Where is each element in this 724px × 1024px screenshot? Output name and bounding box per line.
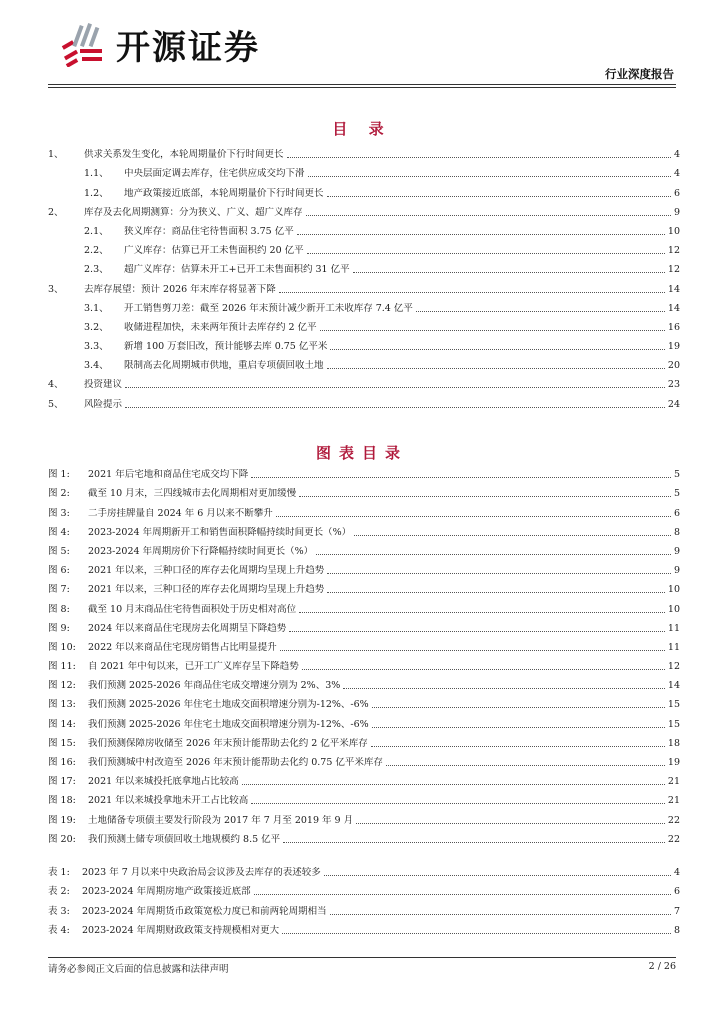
dot-leader xyxy=(316,554,671,555)
entry-title: 开工销售剪刀差：截至 2026 年末预计减少新开工未收库存 7.4 亿平 xyxy=(124,302,413,314)
figure-entry[interactable] xyxy=(48,692,680,711)
dot-leader xyxy=(320,330,665,331)
entry-page-number: 6 xyxy=(673,507,680,519)
entry-title: 去库存展望：预计 2026 年末库存将显著下降 xyxy=(84,283,276,295)
dot-leader xyxy=(354,535,671,536)
dot-leader xyxy=(372,707,665,708)
entry-number: 图 14: xyxy=(48,718,76,730)
entry-title: 2021 年以来，三种口径的库存去化周期均呈现上升趋势 xyxy=(88,565,325,577)
figure-entry[interactable] xyxy=(48,481,680,500)
dot-leader xyxy=(242,784,665,785)
entry-number: 3、 xyxy=(48,283,64,295)
entry-number: 表 4: xyxy=(48,924,70,936)
entry-page-number: 9 xyxy=(673,206,680,218)
entry-page-number: 14 xyxy=(667,283,680,295)
entry-page-number: 21 xyxy=(667,795,680,807)
entry-title: 2023-2024 年周期房价下行降幅持续时间更长（%） xyxy=(88,545,314,557)
entry-number: 3.4、 xyxy=(84,360,109,372)
entry-number: 图 15: xyxy=(48,737,76,749)
entry-number: 图 7: xyxy=(48,584,70,596)
toc-entry[interactable] xyxy=(48,372,680,391)
dot-leader xyxy=(299,612,665,613)
figure-entry[interactable] xyxy=(48,750,680,769)
entry-number: 图 2: xyxy=(48,488,70,500)
entry-page-number: 12 xyxy=(667,661,680,673)
dot-leader xyxy=(125,387,665,388)
entry-title: 广义库存：估算已开工未售面积约 20 亿平 xyxy=(124,245,304,257)
figure-entry[interactable] xyxy=(48,558,680,577)
entry-number: 图 20: xyxy=(48,833,76,845)
entry-number: 2.2、 xyxy=(84,245,109,257)
footer-divider xyxy=(48,957,676,958)
figure-entry[interactable] xyxy=(48,731,680,750)
entry-title: 地产政策接近底部，本轮周期量价下行时间更长 xyxy=(124,187,324,199)
toc-title: 目 录 xyxy=(332,120,392,138)
entry-page-number: 10 xyxy=(667,225,680,237)
footer-disclaimer: 请务必参阅正文后面的信息披露和法律声明 xyxy=(48,964,229,975)
page-number: 2 / 26 xyxy=(648,961,676,972)
entry-page-number: 7 xyxy=(673,905,680,917)
entry-page-number: 22 xyxy=(667,814,680,826)
entry-number: 图 9: xyxy=(48,622,70,634)
entry-title: 风险提示 xyxy=(84,398,123,410)
entry-number: 图 16: xyxy=(48,757,76,768)
dot-leader xyxy=(287,157,671,158)
entry-title: 自 2021 年中旬以来，已开工广义库存呈下降趋势 xyxy=(88,661,299,673)
toc-entry[interactable] xyxy=(48,219,680,238)
dot-leader xyxy=(343,688,665,689)
entry-title: 截至 10 月末商品住宅待售面积处于历史相对高位 xyxy=(88,603,297,615)
entry-number: 图 13: xyxy=(48,699,76,711)
entry-title: 投资建议 xyxy=(84,379,123,391)
toc-entry[interactable] xyxy=(48,353,680,372)
dot-leader xyxy=(330,914,671,915)
toc-list xyxy=(48,142,680,411)
logo-text: 开源证券 xyxy=(116,27,260,68)
figure-entry[interactable] xyxy=(48,673,680,692)
entry-number: 图 17: xyxy=(48,776,76,788)
dot-leader xyxy=(327,592,665,593)
toc-entry[interactable] xyxy=(48,142,680,161)
entry-title: 土地储备专项债主要发行阶段为 2017 年 7 月至 2019 年 9 月 xyxy=(88,814,354,826)
entry-page-number: 14 xyxy=(667,302,680,314)
entry-page-number: 24 xyxy=(667,398,680,410)
dot-leader xyxy=(386,765,665,766)
entry-number: 表 1: xyxy=(48,867,70,879)
entry-number: 4、 xyxy=(48,379,64,391)
figure-list xyxy=(48,462,680,846)
entry-page-number: 9 xyxy=(673,565,680,577)
entry-title: 2021 年后宅地和商品住宅成交均下降 xyxy=(88,469,249,481)
entry-page-number: 6 xyxy=(673,886,680,898)
entry-page-number: 4 xyxy=(673,168,680,180)
entry-page-number: 14 xyxy=(667,680,680,692)
entry-page-number: 12 xyxy=(667,245,680,257)
entry-title: 我们预测 2025-2026 年商品住宅成交增速分别为 2%、3% xyxy=(88,680,341,692)
entry-title: 中央层面定调去库存，住宅供应成交均下滑 xyxy=(124,168,305,180)
dot-leader xyxy=(327,573,671,574)
entry-page-number: 19 xyxy=(667,757,680,768)
entry-title: 收储进程加快，未来两年预计去库存约 2 亿平 xyxy=(124,321,317,333)
entry-number: 图 19: xyxy=(48,814,76,826)
figure-entry[interactable] xyxy=(48,827,680,846)
logo-mark-icon xyxy=(60,21,108,67)
dot-leader xyxy=(299,496,671,497)
entry-number: 图 10: xyxy=(48,641,76,653)
toc-entry[interactable] xyxy=(48,391,680,410)
entry-page-number: 8 xyxy=(673,526,680,538)
entry-number: 图 12: xyxy=(48,680,76,692)
figure-entry[interactable] xyxy=(48,711,680,730)
figure-entry[interactable] xyxy=(48,539,680,558)
entry-page-number: 19 xyxy=(667,341,680,353)
toc-entry[interactable] xyxy=(48,315,680,334)
table-entry[interactable] xyxy=(48,860,680,879)
dot-leader xyxy=(308,176,671,177)
dot-leader xyxy=(327,368,665,369)
entry-page-number: 15 xyxy=(667,718,680,730)
entry-page-number: 5 xyxy=(673,469,680,481)
entry-page-number: 21 xyxy=(667,776,680,788)
toc-entry[interactable] xyxy=(48,200,680,219)
entry-number: 图 18: xyxy=(48,795,76,807)
entry-page-number: 4 xyxy=(673,149,680,161)
toc-entry[interactable] xyxy=(48,334,680,353)
dot-leader xyxy=(251,477,671,478)
entry-number: 1、 xyxy=(48,149,64,161)
entry-number: 2、 xyxy=(48,206,64,218)
entry-title: 新增 100 万套旧改，预计能够去库 0.75 亿平米 xyxy=(124,341,328,353)
dot-leader xyxy=(289,631,665,632)
entry-number: 图 4: xyxy=(48,526,70,538)
entry-page-number: 10 xyxy=(667,603,680,615)
entry-page-number: 15 xyxy=(667,699,680,711)
entry-title: 我们预测土储专项债回收土地规模约 8.5 亿平 xyxy=(88,833,281,845)
entry-title: 2021 年以来城投托底拿地占比较高 xyxy=(88,776,239,788)
entry-page-number: 11 xyxy=(667,622,680,634)
entry-title: 截至 10 月末，三四线城市去化周期相对更加缓慢 xyxy=(88,488,297,500)
entry-title: 2023-2024 年周期货币政策宽松力度已和前两轮周期相当 xyxy=(82,905,327,917)
table-entry[interactable] xyxy=(48,879,680,898)
figure-list-title: 图表目录 xyxy=(315,444,408,462)
entry-title: 狭义库存：商品住宅待售面积 3.75 亿平 xyxy=(124,225,294,237)
figure-entry[interactable] xyxy=(48,577,680,596)
company-logo xyxy=(60,20,260,68)
entry-number: 图 8: xyxy=(48,603,70,615)
entry-number: 3.2、 xyxy=(84,321,109,333)
entry-title: 2022 年以来商品住宅现房销售占比明显提升 xyxy=(88,641,277,653)
dot-leader xyxy=(371,746,665,747)
entry-number: 图 11: xyxy=(48,661,76,673)
toc-entry[interactable] xyxy=(48,257,680,276)
figure-entry[interactable] xyxy=(48,520,680,539)
entry-page-number: 9 xyxy=(673,545,680,557)
entry-number: 3.1、 xyxy=(84,302,109,314)
dot-leader xyxy=(251,803,665,804)
entry-title: 限制高去化周期城市供地，重启专项债回收土地 xyxy=(124,360,324,372)
report-type-label: 行业深度报告 xyxy=(605,67,674,81)
entry-page-number: 4 xyxy=(673,867,680,879)
toc-entry[interactable] xyxy=(48,238,680,257)
entry-number: 1.1、 xyxy=(84,168,109,180)
entry-page-number: 20 xyxy=(667,360,680,372)
dot-leader xyxy=(306,215,671,216)
figure-entry[interactable] xyxy=(48,788,680,807)
figure-entry[interactable] xyxy=(48,807,680,826)
figure-entry[interactable] xyxy=(48,635,680,654)
entry-page-number: 23 xyxy=(667,379,680,391)
figure-entry[interactable] xyxy=(48,462,680,481)
dot-leader xyxy=(330,349,665,350)
entry-title: 我们预测城中村改造至 2026 年末预计能帮助去化约 0.75 亿平米库存 xyxy=(88,757,383,768)
entry-number: 2.1、 xyxy=(84,225,109,237)
entry-title: 我们预测 2025-2026 年住宅土地成交面积增速分别为-12%、-6% xyxy=(88,699,369,711)
table-entry[interactable] xyxy=(48,918,680,937)
entry-page-number: 12 xyxy=(667,264,680,276)
toc-entry[interactable] xyxy=(48,296,680,315)
toc-entry[interactable] xyxy=(48,276,680,295)
figure-entry[interactable] xyxy=(48,769,680,788)
dot-leader xyxy=(302,669,665,670)
entry-title: 2024 年以来商品住宅现房去化周期呈下降趋势 xyxy=(88,622,287,634)
dot-leader xyxy=(254,894,671,895)
entry-page-number: 22 xyxy=(667,833,680,845)
dot-leader xyxy=(356,823,665,824)
page-header xyxy=(0,0,724,90)
dot-leader xyxy=(283,842,665,843)
entry-title: 2023-2024 年周期财政政策支持规模相对更大 xyxy=(82,924,280,936)
dot-leader xyxy=(416,311,665,312)
entry-title: 超广义库存：估算未开工+已开工未售面积约 31 亿平 xyxy=(124,264,350,276)
entry-number: 2.3、 xyxy=(84,264,109,276)
entry-title: 2021 年以来，三种口径的库存去化周期均呈现上升趋势 xyxy=(88,584,325,596)
entry-number: 3.3、 xyxy=(84,341,109,353)
figure-entry[interactable] xyxy=(48,616,680,635)
table-list xyxy=(48,860,680,937)
entry-title: 2023 年 7 月以来中央政治局会议涉及去库存的表述较多 xyxy=(82,867,321,879)
entry-title: 我们预测保障房收储至 2026 年末预计能帮助去化约 2 亿平米库存 xyxy=(88,737,368,749)
entry-page-number: 8 xyxy=(673,924,680,936)
entry-title: 库存及去化周期测算：分为狭义、广义、超广义库存 xyxy=(84,206,303,218)
dot-leader xyxy=(279,292,665,293)
entry-page-number: 18 xyxy=(667,737,680,749)
entry-number: 图 3: xyxy=(48,507,70,519)
figure-entry[interactable] xyxy=(48,654,680,673)
dot-leader xyxy=(372,727,665,728)
entry-number: 图 5: xyxy=(48,545,70,557)
entry-number: 表 2: xyxy=(48,886,70,898)
dot-leader xyxy=(276,516,671,517)
entry-title: 2023-2024 年周期房地产政策接近底部 xyxy=(82,886,251,898)
entry-title: 供求关系发生变化，本轮周期量价下行时间更长 xyxy=(84,149,284,161)
entry-title: 2023-2024 年周期新开工和销售面积降幅持续时间更长（%） xyxy=(88,526,352,538)
dot-leader xyxy=(327,196,671,197)
entry-page-number: 6 xyxy=(673,187,680,199)
entry-number: 1.2、 xyxy=(84,187,109,199)
entry-page-number: 16 xyxy=(667,321,680,333)
entry-number: 图 6: xyxy=(48,565,70,577)
dot-leader xyxy=(297,234,665,235)
dot-leader xyxy=(125,407,665,408)
dot-leader xyxy=(282,933,671,934)
dot-leader xyxy=(280,650,665,651)
entry-number: 图 1: xyxy=(48,469,70,481)
dot-leader xyxy=(307,253,665,254)
header-divider xyxy=(48,84,676,85)
entry-page-number: 10 xyxy=(667,584,680,596)
header-divider-thin xyxy=(48,87,676,88)
entry-page-number: 11 xyxy=(667,641,680,653)
entry-title: 2021 年以来城投拿地未开工占比较高 xyxy=(88,795,249,807)
entry-title: 我们预测 2025-2026 年住宅土地成交面积增速分别为-12%、-6% xyxy=(88,718,369,730)
figure-entry[interactable] xyxy=(48,500,680,519)
entry-number: 表 3: xyxy=(48,905,70,917)
dot-leader xyxy=(353,272,665,273)
table-entry[interactable] xyxy=(48,898,680,917)
toc-entry[interactable] xyxy=(48,180,680,199)
entry-title: 二手房挂牌量自 2024 年 6 月以来不断攀升 xyxy=(88,507,273,519)
entry-page-number: 5 xyxy=(673,488,680,500)
entry-number: 5、 xyxy=(48,398,64,410)
dot-leader xyxy=(324,875,671,876)
toc-entry[interactable] xyxy=(48,161,680,180)
figure-entry[interactable] xyxy=(48,596,680,615)
